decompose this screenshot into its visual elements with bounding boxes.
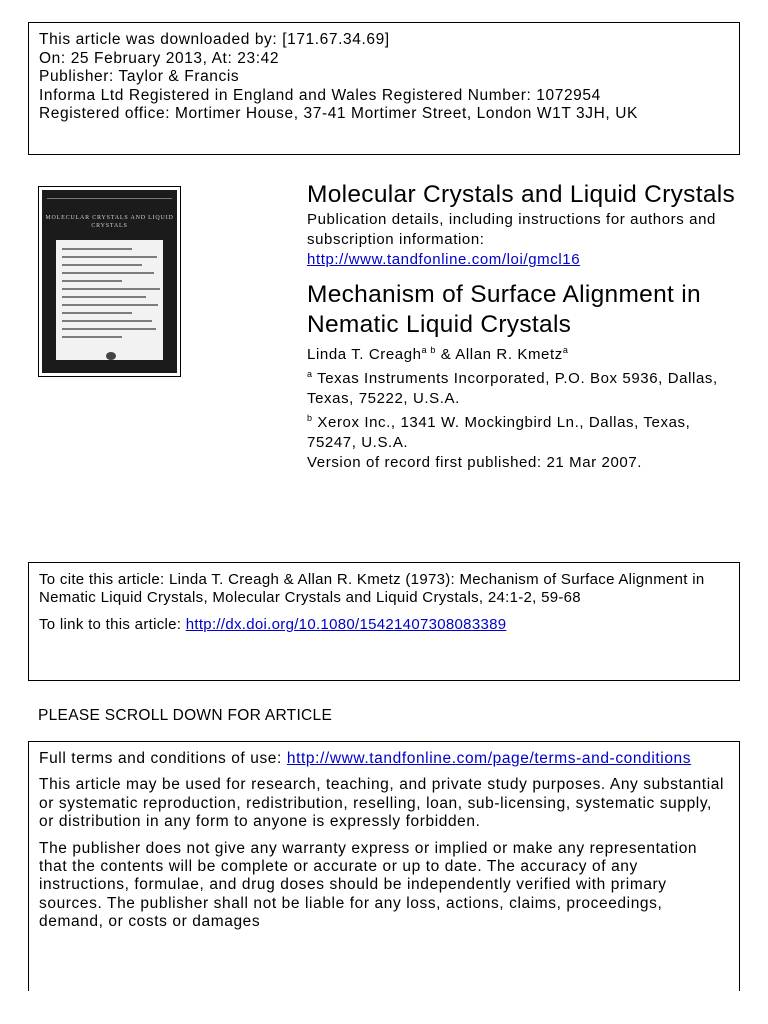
office-line: Registered office: Mortimer House, 37-41 Mortimer Street, London W1T 3JH, UK: [39, 105, 638, 123]
journal-title: Molecular Crystals and Liquid Crystals: [307, 181, 736, 208]
author-name: Allan R. Kmetz: [455, 346, 563, 363]
doi-link[interactable]: http://dx.doi.org/10.1080/15421407308083389: [185, 616, 507, 633]
citation-text: To cite this article: Linda T. Creagh & Allan R. Kmetz (1973): Mechanism of Surface Alignment in Nematic Liquid Crystals, Molecular Crystals and Liquid Crystals, 24:1-2, 59-68: [39, 571, 705, 606]
date-line: On: 25 February 2013, At: 23:42: [39, 49, 280, 67]
affiliation-marker: a: [562, 345, 569, 355]
publisher-line: Publisher: Taylor & Francis: [39, 68, 240, 86]
terms-label: Full terms and conditions of use:: [39, 750, 287, 767]
affiliation-b: $^b$ Xerox Inc., 1341 W. Mockingbird Ln., Dallas, Texas, 75247, U.S.A.: [307, 413, 691, 451]
download-line: This article was downloaded by: [171.67.34.69]: [39, 31, 390, 48]
publication-info: [307, 180, 737, 473]
terms-box: [28, 741, 740, 991]
journal-link[interactable]: http://www.tandfonline.com/loi/gmcl16: [307, 251, 581, 268]
affiliation-a: $^a$ Texas Instruments Incorporated, P.O. Box 5936, Dallas, Texas, 75222, U.S.A.: [307, 369, 718, 407]
usage-paragraph: This article may be used for research, teaching, and private study purposes. Any substantial or systematic reproduction, redistribution, reselling, loan, sub-licensing, systematic supply, or distribution in any form to anyone is expressly forbidden.: [39, 776, 725, 831]
affiliation-marker: a b: [421, 345, 436, 355]
terms-link[interactable]: http://www.tandfonline.com/page/terms-and-conditions: [286, 750, 692, 767]
terms-link-row: [39, 750, 729, 768]
author-separator: &: [435, 346, 456, 363]
article-title: Mechanism of Surface Alignment in Nematic Liquid Crystals: [307, 281, 701, 338]
publisher-logo-icon: [106, 352, 116, 360]
cover-title: MOLECULAR CRYSTALS AND LIQUID CRYSTALS: [45, 215, 174, 229]
version-of-record: Version of record first published: 21 Mar 2007.: [307, 454, 643, 471]
download-info-box: [28, 22, 740, 155]
citation-box: [28, 562, 740, 681]
journal-cover-image: [38, 186, 181, 377]
registration-line: Informa Ltd Registered in England and Wales Registered Number: 1072954: [39, 86, 601, 104]
scroll-notice: PLEASE SCROLL DOWN FOR ARTICLE: [38, 707, 333, 724]
author-name: Linda T. Creagh: [307, 346, 422, 363]
journal-details: Publication details, including instructions for authors and subscription information:: [307, 211, 716, 248]
article-link-label: To link to this article:: [39, 616, 186, 633]
disclaimer-paragraph: The publisher does not give any warranty express or implied or make any representation that the contents will be complete or accurate or up to date. The accuracy of any instructions, formulae, and drug doses should be independently verified with primary sources. The publisher shall not be liable for any loss, actions, claims, proceedings, demand, or costs or damages: [39, 839, 698, 931]
article-link-row: [39, 616, 729, 634]
authors: [307, 345, 737, 365]
